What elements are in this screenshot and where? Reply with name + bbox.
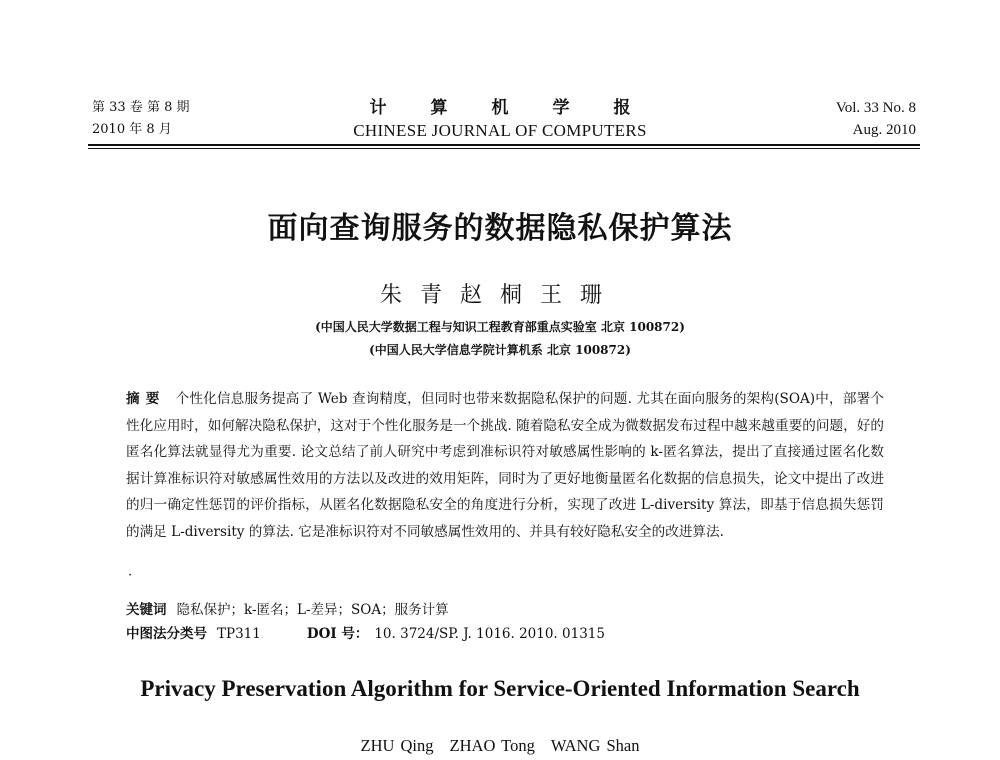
date-cn: 2010 年 8 月	[92, 122, 172, 137]
header-rule-thin	[88, 148, 920, 149]
author-en: ZHAO Tong	[449, 736, 535, 755]
journal-name-en: CHINESE JOURNAL OF COMPUTERS	[353, 121, 647, 140]
keywords-label: 关键词	[126, 602, 167, 618]
class-number: TP311	[217, 626, 261, 642]
keywords	[126, 598, 449, 622]
author-en: WANG Shan	[550, 736, 640, 755]
classification	[126, 622, 605, 646]
class-label: 中图法分类号	[126, 626, 207, 642]
author-en: ZHU Qing	[360, 736, 434, 755]
authors-en	[0, 736, 1000, 756]
vol-no: Vol. 33 No. 8	[835, 100, 916, 116]
abstract	[126, 386, 884, 545]
header-rule-thick	[88, 144, 920, 146]
paper-title-en: Privacy Preservation Algorithm for Service-Oriented Information Search	[140, 676, 860, 701]
volume-issue: 第 33 卷 第 8 期	[92, 100, 190, 115]
date-en: Aug. 2010	[852, 122, 916, 138]
doi-label: DOI 号：	[306, 626, 369, 642]
affiliation-1: (中国人民大学数据工程与知识工程教育部重点实验室 北京 100872)	[315, 320, 685, 334]
keywords-text: 隐私保护；k-匿名；L-差异；SOA；服务计算	[176, 602, 449, 618]
abstract-text: 个性化信息服务提高了 Web 查询精度，但同时也带来数据隐私保护的问题. 尤其在面向服务的架构(SOA)中，部署个性化应用时，如何解决隐私保护，这对于个性化服务是一个挑战. 随着隐私安全成为微数据发布过程中越来越重要的问题，好的匿名化算法就显得尤为重要. 论文总结了前人研究中考虑到准标识符对敏感属性影响的 k-匿名算法，提出了直接通过匿名化数据计算准标识符对敏感属性效用的方法以及改进的效用矩阵，同时为了更好地衡量匿名化数据的信息损失，论文中提出了改进的归一确定性惩罚的评价指标，从匿名化数据隐私安全的角度进行分析，实现了改进 L-diversity 算法，即基于信息损失惩罚的满足 L-diversity 的算法. 它是准标识符对不同敏感属性效用的、并具有较好隐私安全的改进算法.	[126, 391, 884, 540]
stray-mark: ·	[128, 568, 133, 583]
header-center	[300, 96, 700, 142]
authors-cn: 朱青赵桐王珊	[379, 283, 620, 308]
abstract-label: 摘要	[126, 391, 166, 407]
journal-name-cn: 计算机学报	[369, 98, 675, 118]
paper-title-cn: 面向查询服务的数据隐私保护算法	[267, 211, 733, 246]
header-right	[836, 97, 916, 141]
doi-value: 10. 3724/SP. J. 1016. 2010. 01315	[374, 626, 605, 642]
header-left	[92, 97, 189, 141]
affiliation-2: (中国人民大学信息学院计算机系 北京 100872)	[369, 343, 631, 357]
